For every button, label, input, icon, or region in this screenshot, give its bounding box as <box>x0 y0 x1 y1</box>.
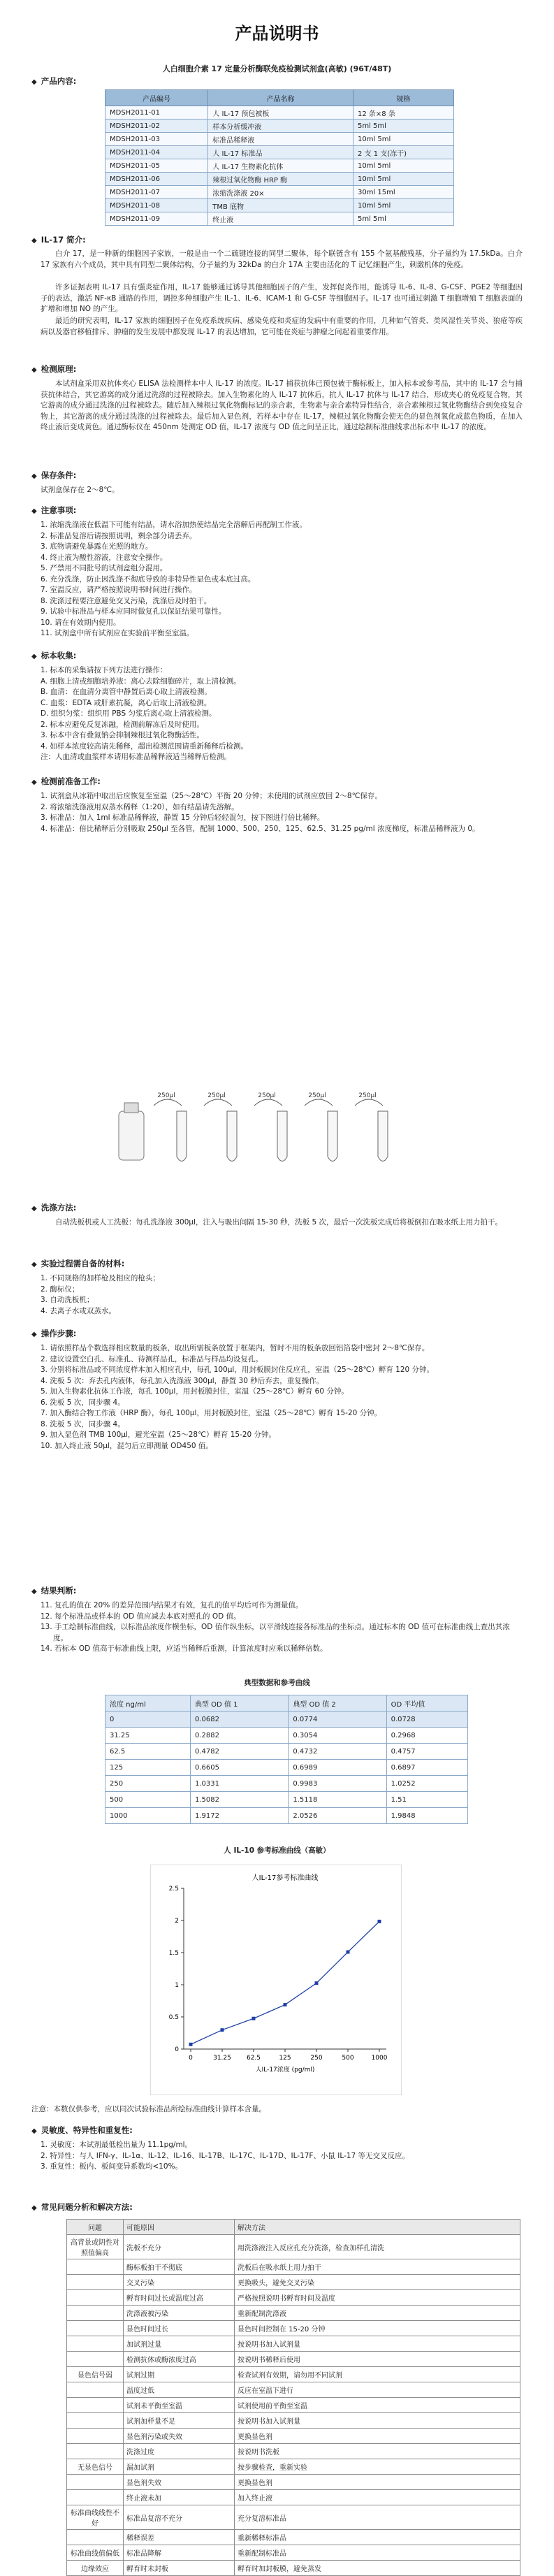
table-cell: 按说明书洗板 <box>235 2444 520 2459</box>
table-cell: MDSH2011-08 <box>105 199 208 212</box>
list-item: 1. 不同规格的加样枪及相应的枪头； <box>41 1274 160 1282</box>
table-row <box>67 2321 520 2336</box>
wash-text: 自动洗板机或人工洗板：每孔洗涤液 300μl，注入与吸出间隔 15-30 秒，洗板 5 次，最后一次洗板完成后将板倒扣在吸水纸上用力拍干。 <box>55 1218 503 1227</box>
table-cell: 辣根过氧化物酶 HRP 酶 <box>208 173 353 186</box>
header-cell: 产品名称 <box>208 90 353 106</box>
table-cell: 高背景或阴性对照值偏高 <box>67 2235 124 2259</box>
table-row <box>105 199 454 212</box>
table-row <box>67 2235 520 2259</box>
table-row <box>67 2530 520 2545</box>
transfer-volume-label: 250μl <box>258 1092 276 1099</box>
table-cell: 0.2882 <box>191 1728 289 1744</box>
table-row <box>67 2545 520 2561</box>
table-cell: 0 <box>105 1712 191 1728</box>
table-row <box>105 1728 468 1744</box>
header-cell: 问题 <box>67 2220 124 2235</box>
list-item: 4. 去离子水或双蒸水。 <box>41 1306 116 1315</box>
materials-list <box>41 1273 523 1317</box>
test-tube-icon <box>177 1111 187 1162</box>
table-cell: 孵育时加封板膜，避免蒸发 <box>235 2561 520 2576</box>
list-item: 3. 自动洗板机； <box>41 1296 94 1304</box>
table-cell: 0.4757 <box>386 1744 467 1760</box>
list-item: 2. 酶标仪； <box>41 1285 80 1294</box>
table-row <box>105 1712 468 1728</box>
data-point <box>378 1920 381 1923</box>
table-cell: 显色信号弱 <box>67 2367 124 2382</box>
x-tick-label: 250 <box>310 2055 323 2062</box>
table-row <box>67 2336 520 2352</box>
table-cell <box>67 2413 124 2429</box>
table-cell: 洗板不充分 <box>124 2235 235 2259</box>
page-title: 产品说明书 <box>235 24 319 43</box>
x-tick-label: 125 <box>279 2055 291 2062</box>
table-cell: 1.5118 <box>289 1792 386 1808</box>
table-row <box>67 2352 520 2367</box>
table-row <box>105 186 454 199</box>
test-tube-icon <box>328 1111 337 1162</box>
section-intro: ◆ IL-17 简介: <box>31 234 86 245</box>
table-cell: 温度过低 <box>124 2382 235 2398</box>
table-cell: 1.9848 <box>386 1808 467 1824</box>
table-cell: 0.6605 <box>191 1760 289 1776</box>
list-item: 11. 复孔的值在 20% 的差异范围内结果才有效，复孔的值平均后可作为测量值。 <box>41 1601 303 1609</box>
table-row <box>67 2429 520 2444</box>
table-row <box>105 1792 468 1808</box>
table-cell: 10ml 5ml <box>353 133 454 146</box>
list-item: 10. 加入终止液 50μl，混匀后立即测量 OD450 值。 <box>41 1441 213 1450</box>
y-tick-label: 0.5 <box>168 2014 179 2021</box>
table-cell: 0.3054 <box>289 1728 386 1744</box>
table-row <box>105 1744 468 1760</box>
table-cell: 按说明书稀释后使用 <box>235 2352 520 2367</box>
data-point <box>347 1951 350 1954</box>
table-cell: 人 IL-17 生物素化抗体 <box>208 159 353 173</box>
table-cell: 更换吸头，避免交叉污染 <box>235 2275 520 2290</box>
table-cell: MDSH2011-09 <box>105 212 208 226</box>
table-cell: 人 IL-17 标准品 <box>208 146 353 159</box>
table-cell: 5ml 5ml <box>353 120 454 133</box>
section-wash: ◆ 洗涤方法: <box>31 1202 76 1213</box>
table-row <box>67 2459 520 2475</box>
table-row <box>105 173 454 186</box>
list-item: 7. 加入酶结合物工作液（HRP 酶），每孔 100μl，用封板膜封住，室温（25～28℃）孵育 15-20 分钟。 <box>41 1409 382 1417</box>
table-cell: 2.0526 <box>289 1808 386 1824</box>
transfer-arrow-icon <box>154 1099 182 1106</box>
table-cell: 洗涤液被污染 <box>124 2306 235 2321</box>
x-tick-label: 0 <box>189 2055 193 2062</box>
table-row <box>67 2367 520 2382</box>
transfer-volume-label: 250μl <box>308 1092 326 1099</box>
table-cell: 孵育时未封板 <box>124 2561 235 2576</box>
table-cell: MDSH2011-05 <box>105 159 208 173</box>
sensitivity-list <box>41 2140 523 2173</box>
table-cell: 31.25 <box>105 1728 191 1744</box>
table-cell <box>67 2444 124 2459</box>
table-cell: 1.0331 <box>191 1776 289 1792</box>
table-cell: 10ml 5ml <box>353 159 454 173</box>
y-tick-label: 2.5 <box>168 1886 179 1893</box>
x-tick-label: 500 <box>342 2055 354 2062</box>
table-row <box>67 2275 520 2290</box>
list-item: B. 血清：在血清分离管中静置后离心取上清液检测。 <box>41 688 212 696</box>
data-point <box>189 2043 193 2046</box>
table-cell: 加入终止液 <box>235 2490 520 2505</box>
list-item: 注：人血清或血浆样本请用标准品稀释液适当稀释后检测。 <box>41 753 231 761</box>
table-cell: 按步骤检查，重新实验 <box>235 2459 520 2475</box>
list-item: 9. 加入显色剂 TMB 100μl，避光室温（25～28℃）孵育 15-20 分钟。 <box>41 1431 277 1439</box>
list-item: 6. 洗板 5 次，同步骤 4。 <box>41 1398 125 1407</box>
section-storage: ◆ 保存条件: <box>31 470 76 481</box>
intro-para: 许多证据表明 IL-17 具有强炎症作用，IL-17 能够通过诱导其他细胞因子的产生，发挥促炎作用，能诱导 IL-6、IL-8、G-CSF、PGE2 等细胞因子的表达，激活 NF-κB 通路的作用，调控多种细胞产生 IL-1、IL-6、ICAM-1 和 G-CSF 等细胞因子。IL-17 也可通过刺激 T 细胞增殖 T 细胞表面的扩增和增加 NO 的产生。 <box>41 283 523 313</box>
table-cell: 1.5082 <box>191 1792 289 1808</box>
table-cell: 5ml 5ml <box>353 212 454 226</box>
table-row <box>105 1808 468 1824</box>
list-item: 3. 底物请避免暴露在光照的地方。 <box>41 542 153 551</box>
table-cell: 显色剂污染或失效 <box>124 2429 235 2444</box>
table-cell: 试剂未平衡至室温 <box>124 2398 235 2413</box>
transfer-arrow-icon <box>254 1099 282 1106</box>
list-item: 2. 特异性：与人 IFN-γ、IL-1α、IL-12、IL-16、IL-17B、IL-17C、IL-17D、IL-17F、小鼠 IL-17 等无交叉反应。 <box>41 2151 410 2160</box>
chart-frame <box>150 1865 402 2095</box>
table-cell: 重新配制标准品 <box>235 2545 520 2561</box>
list-item: 5. 加入生物素化抗体工作液，每孔 100μl，用封板膜封住，室温（25～28℃）孵育 60 分钟。 <box>41 1387 349 1396</box>
dilution-tube <box>305 1092 337 1162</box>
table-cell: 标准曲线线性不好 <box>67 2505 124 2530</box>
list-item: 1. 灵敏度：本试剂最低检出量为 11.1pg/ml。 <box>41 2141 193 2149</box>
list-item: 1. 试剂盒从冰箱中取出后应恢复至室温（25～28℃）平衡 20 分钟；未使用的试剂应放回 2～8℃保存。 <box>41 792 382 800</box>
chart-svg <box>150 1865 402 2095</box>
section-faq: ◆ 常见问题分析和解决方法: <box>31 2201 133 2213</box>
table-cell <box>67 2490 124 2505</box>
table-cell: 酶标板拍干不彻底 <box>124 2259 235 2275</box>
header-cell: 典型 OD 值 1 <box>191 1695 289 1712</box>
intro-para: 白介 17，是一种新的细胞因子家族，一般是由一个二硫键连接的同型二聚体，每个联链含有 155 个氨基酸残基，分子量约为 17.5kDa。白介 17 家族有六个成员，其中具有同型二聚体结构，分子量约为 32kDa 的白介 17A 主要由活化的 T 记忆细胞产生，刺激机体的免疫。 <box>41 249 523 269</box>
table-cell: MDSH2011-06 <box>105 173 208 186</box>
table-row <box>67 2259 520 2275</box>
data-point <box>221 2028 224 2032</box>
table-cell <box>67 2336 124 2352</box>
table-cell: 0.2968 <box>386 1728 467 1744</box>
header-cell: 可能原因 <box>124 2220 235 2235</box>
table-cell: 显色时间过长 <box>124 2321 235 2336</box>
table-row <box>67 2382 520 2398</box>
y-tick-label: 1.5 <box>168 1950 179 1957</box>
result-list <box>41 1600 523 1655</box>
std-table-caption: 典型数据和参考曲线 <box>244 1679 310 1687</box>
table-cell: 0.6989 <box>289 1760 386 1776</box>
table-cell: 按说明书加入试剂量 <box>235 2336 520 2352</box>
section-result: ◆ 结果判断: <box>31 1585 76 1596</box>
table-cell: 试剂过期 <box>124 2367 235 2382</box>
list-item: 13. 手工绘制标准曲线，以标准品浓度作横坐标，OD 值作纵坐标，以平滑线连接各标准品的坐标点。通过标本的 OD 值可在标准曲线上查出其浓度。 <box>41 1623 510 1642</box>
list-item: 9. 试验中标准品与样本应同时做复孔以保证结果可靠性。 <box>41 607 226 616</box>
table-row <box>105 146 454 159</box>
table-cell <box>67 2429 124 2444</box>
table-row <box>67 2444 520 2459</box>
table-cell <box>67 2352 124 2367</box>
list-item: D. 组织匀浆：组织用 PBS 匀浆后离心取上清液检测。 <box>41 709 217 718</box>
table-cell: 反应在室温下进行 <box>235 2382 520 2398</box>
section-notice: ◆ 注意事项: <box>31 505 76 516</box>
table-cell: 浓缩洗涤液 20× <box>208 186 353 199</box>
dilution-tube <box>355 1092 388 1162</box>
table-cell: 0.6897 <box>386 1760 467 1776</box>
table-row <box>67 2490 520 2505</box>
table-cell: 62.5 <box>105 1744 191 1760</box>
product-subtitle: 人白细胞介素 17 定量分析酶联免疫检测试剂盒(高敏) (96T/48T) <box>162 64 392 73</box>
list-item: 4. 终止液为酸性溶液，注意安全操作。 <box>41 553 168 562</box>
table-cell: 无显色信号 <box>67 2459 124 2475</box>
list-item: A. 细胞上清或细胞培养液：离心去除细胞碎片，取上清检测。 <box>41 676 241 686</box>
principle-para: 本试剂盒采用双抗体夹心 ELISA 法检测样本中人 IL-17 的浓度。IL-17 捕获抗体已预包被于酶标板上，加入标本或参考品，其中的 IL-17 会与捕获抗体结合，其它游离的成分通过洗涤的过程被除去。加入生物素化的人 IL-17 抗体后，抗人 IL-17 抗体与 IL-17 结合，形成夹心的免疫复合物，其它游离的成分通过洗涤的过程被除去。随后加入辣根过氧化物酶标记的亲合素，生物素与亲合素特异性结合，亲合素辣根过氧化物酶结合到免疫复合物上，其它游离的成分通过洗涤的过程被除去。最后加入显色剂，若样本中存在 IL-17，辣根过氧化物酶会使无色的显色剂氧化成蓝色物质，在加入终止液后变成黄色。通过酶标仪在 450nm 处测定 OD 值，IL-17 浓度与 OD 值之间呈正比，通过绘制标准曲线求出标本中 IL-17 的浓度。 <box>41 379 523 431</box>
table-cell: 试剂使用前平衡至室温 <box>235 2398 520 2413</box>
table-row <box>105 133 454 146</box>
table-cell: 孵育时间过长或温度过高 <box>124 2290 235 2306</box>
data-point <box>315 1981 319 1985</box>
data-point <box>252 2017 256 2020</box>
section-materials: ◆ 实验过程需自备的材料: <box>31 1258 124 1269</box>
standard-data-table <box>105 1695 468 1824</box>
table-row <box>105 106 454 120</box>
table-cell: 1000 <box>105 1808 191 1824</box>
table-row <box>105 120 454 133</box>
list-item: 3. 重复性：板内、板间变异系数均<10%。 <box>41 2162 182 2171</box>
table-cell: MDSH2011-04 <box>105 146 208 159</box>
table-row <box>67 2398 520 2413</box>
table-cell: 检查试剂有效期，请勿用不同试剂 <box>235 2367 520 2382</box>
table-row <box>67 2413 520 2429</box>
table-cell: 0.0682 <box>191 1712 289 1728</box>
test-tube-icon <box>277 1111 287 1162</box>
list-item: 7. 室温反应，请严格按照说明书时间进行操作。 <box>41 586 197 594</box>
section-prep: ◆ 检测前准备工作: <box>31 776 101 787</box>
list-item: 8. 洗板 5 次，同步骤 4。 <box>41 1419 125 1428</box>
table-header-row <box>105 90 454 106</box>
table-cell: 按说明书加入试剂量 <box>235 2413 520 2429</box>
table-cell: 严格按照说明书孵育时间及温度 <box>235 2290 520 2306</box>
test-tube-icon <box>227 1111 237 1162</box>
table-cell: 边缘效应 <box>67 2561 124 2576</box>
table-cell: 250 <box>105 1776 191 1792</box>
test-tube-icon <box>378 1111 388 1162</box>
table-cell: 标准曲线值偏低 <box>67 2545 124 2561</box>
header-cell: 解决方法 <box>235 2220 520 2235</box>
table-cell: 充分复溶标准品 <box>235 2505 520 2530</box>
list-item: 12. 每个标准品或样本的 OD 值应减去本底对照孔的 OD 值。 <box>41 1612 241 1621</box>
table-cell: 10ml 5ml <box>353 199 454 212</box>
table-cell: 0.0774 <box>289 1712 386 1728</box>
table-cell <box>67 2398 124 2413</box>
header-cell: 浓度 ng/ml <box>105 1695 191 1712</box>
table-row <box>67 2290 520 2306</box>
transfer-volume-label: 250μl <box>358 1092 377 1099</box>
faq-table <box>66 2219 520 2576</box>
table-cell: 12 条×8 条 <box>353 106 454 120</box>
table-cell: 更换显色剂 <box>235 2475 520 2490</box>
x-tick-label: 62.5 <box>246 2055 261 2062</box>
table-cell: 试剂加样量不足 <box>124 2413 235 2429</box>
list-item: 5. 严禁用不同批号的试剂盒组分混用。 <box>41 564 168 572</box>
table-cell <box>67 2530 124 2545</box>
x-tick-label: 1000 <box>371 2055 388 2062</box>
header-cell: 产品编号 <box>105 90 208 106</box>
table-cell: 重新稀释标准品 <box>235 2530 520 2545</box>
table-cell: 终止液 <box>208 212 353 226</box>
list-item: 1. 标本的采集请按下列方法进行操作： <box>41 666 168 674</box>
dilution-tube <box>254 1092 287 1162</box>
list-item: 4. 如样本浓度较高请先稀释，超出检测范围请重新稀释后检测。 <box>41 741 248 751</box>
table-cell: 30ml 15ml <box>353 186 454 199</box>
table-cell: MDSH2011-03 <box>105 133 208 146</box>
table-cell: 稀释误差 <box>124 2530 235 2545</box>
table-cell <box>67 2290 124 2306</box>
table-cell <box>67 2275 124 2290</box>
table-cell <box>67 2475 124 2490</box>
list-item: 10. 请在有效期内使用。 <box>41 618 121 627</box>
list-item: 3. 标准品：加入 1ml 标准品稀释液，静置 15 分钟后轻轻混匀，按下图进行倍比稀释。 <box>41 813 325 822</box>
table-cell: 交叉污染 <box>124 2275 235 2290</box>
list-item: 1. 浓缩洗涤液在低温下可能有结晶，请水浴加热使结晶完全溶解后再配制工作液。 <box>41 521 307 529</box>
transfer-arrow-icon <box>355 1099 383 1106</box>
table-row <box>67 2561 520 2576</box>
list-item: 3. 分别将标准品或不同浓度样本加入相应孔中，每孔 100μl，用封板膜封住反应孔，室温（25～28℃）孵育 120 分钟。 <box>41 1366 435 1374</box>
transfer-volume-label: 250μl <box>157 1092 175 1099</box>
table-cell: MDSH2011-02 <box>105 120 208 133</box>
dilution-tube <box>204 1092 237 1162</box>
data-point <box>284 2003 287 2006</box>
transfer-volume-label: 250μl <box>207 1092 226 1099</box>
table-cell: 终止液未加 <box>124 2490 235 2505</box>
chart-caption: 人 IL-10 参考标准曲线（高敏） <box>224 1846 330 1855</box>
section-sensitivity: ◆ 灵敏度、特异性和重复性: <box>31 2125 133 2136</box>
prep-list <box>41 791 523 834</box>
list-item: 11. 试剂盒中所有试剂应在实验前平衡至室温。 <box>41 629 194 637</box>
chart-title: 人IL-17参考标准曲线 <box>252 1874 319 1882</box>
table-cell: 2 支 1 支(冻干) <box>353 146 454 159</box>
storage-text: 试剂盒保存在 2～8℃。 <box>41 486 119 494</box>
section-principle: ◆ 检测原理: <box>31 363 76 375</box>
table-cell: 显色时间控制在 15-20 分钟 <box>235 2321 520 2336</box>
table-cell: 重新配制洗涤液 <box>235 2306 520 2321</box>
table-row <box>67 2306 520 2321</box>
list-item: C. 血浆：EDTA 或肝素抗凝，离心后取上清液检测。 <box>41 698 212 707</box>
stock-bottle-icon <box>119 1103 144 1160</box>
table-cell: 人 IL-17 预包被板 <box>208 106 353 120</box>
table-cell: 样本分析缓冲液 <box>208 120 353 133</box>
table-cell: 0.0728 <box>386 1712 467 1728</box>
table-cell: 显色剂失效 <box>124 2475 235 2490</box>
list-item: 8. 洗涤过程要注意避免交叉污染，洗涤后及时拍干。 <box>41 596 212 605</box>
table-cell: 标准品降解 <box>124 2545 235 2561</box>
table-cell: 洗涤过度 <box>124 2444 235 2459</box>
list-item: 3. 标本中含有叠氮钠会抑制辣根过氧化物酶活性。 <box>41 731 204 739</box>
table-row <box>67 2505 520 2530</box>
table-cell: MDSH2011-07 <box>105 186 208 199</box>
intro-para: 最近的研究表明，IL-17 家族的细胞因子在免疫系统疾病、感染免疫和炎症的发病中有重要的作用，几种如气管炎、类风湿性关节炎、狼疮等疾病以及器官移植排斥、肿瘤的发生发展中都发现 IL-17 的表达增加，它可能在炎症与肿瘤之间起着重要作用。 <box>41 317 523 336</box>
list-item: 4. 标准品：倍比稀释后分别吸取 250μl 至各管，配制 1000、500、250、125、62.5、31.25 pg/ml 浓度梯度，标准品稀释液为 0。 <box>41 824 480 833</box>
table-cell <box>67 2321 124 2336</box>
list-item: 2. 建议设置空白孔、标准孔、待测样品孔，标准品与样品均设复孔。 <box>41 1354 263 1363</box>
list-item: 1. 请依照样品个数选择相应数量的板条，取出所需板条放置于框架内，暂时不用的板条放回铝箔袋中密封 2～8℃保存。 <box>41 1344 430 1352</box>
list-item: 2. 将浓缩洗涤液用双蒸水稀释（1:20），如有结晶请先溶解。 <box>41 802 239 811</box>
dilution-diagram <box>105 1090 440 1174</box>
list-item: 2. 标准品复溶后请按照说明，剩余部分请丢弃。 <box>41 531 197 540</box>
table-cell: 0.4782 <box>191 1744 289 1760</box>
table-row <box>67 2475 520 2490</box>
section-steps: ◆ 操作步骤: <box>31 1328 76 1339</box>
table-cell <box>67 2382 124 2398</box>
table-cell: TMB 底物 <box>208 199 353 212</box>
table-cell: 标准品复溶不充分 <box>124 2505 235 2530</box>
list-item: 6. 充分洗涤，防止因洗涤不彻底导致的非特异性显色或本底过高。 <box>41 574 256 584</box>
dilution-tube <box>154 1092 187 1162</box>
table-cell: 更换显色剂 <box>235 2429 520 2444</box>
table-cell: 0.9983 <box>289 1776 386 1792</box>
y-tick-label: 2 <box>175 1918 179 1925</box>
list-item: 2. 标本应避免反复冻融，检测前解冻后及时使用。 <box>41 720 204 729</box>
table-cell: 标准品稀释液 <box>208 133 353 146</box>
header-cell: OD 平均值 <box>386 1695 467 1712</box>
table-cell: 1.0252 <box>386 1776 467 1792</box>
table-header-row <box>67 2220 520 2235</box>
table-cell: 洗板后在吸水纸上用力拍干 <box>235 2259 520 2275</box>
table-cell: 漏加试剂 <box>124 2459 235 2475</box>
notice-list <box>41 520 523 639</box>
table-row <box>105 1776 468 1792</box>
header-cell: 典型 OD 值 2 <box>289 1695 386 1712</box>
sample-list <box>41 665 523 763</box>
table-cell: 1.51 <box>386 1792 467 1808</box>
table-cell <box>67 2259 124 2275</box>
header-cell: 规格 <box>353 90 454 106</box>
chart-note: 注意：本数仅供参考，应以同次试验标准品所绘标准曲线计算样本含量。 <box>31 2105 266 2113</box>
standard-curve-chart <box>150 1865 402 2095</box>
y-tick-label: 0 <box>175 2046 179 2053</box>
table-row <box>105 159 454 173</box>
table-cell: 1.9172 <box>191 1808 289 1824</box>
table-cell <box>67 2306 124 2321</box>
table-cell: 125 <box>105 1760 191 1776</box>
y-tick-label: 1 <box>175 1982 179 1989</box>
list-item: 14. 若标本 OD 值高于标准曲线上限，应适当稀释后重测，计算浓度时应乘以稀释倍数。 <box>41 1644 328 1653</box>
table-header-row <box>105 1695 468 1712</box>
table-cell: 加试剂过量 <box>124 2336 235 2352</box>
table-cell: 500 <box>105 1792 191 1808</box>
table-cell: 用洗涤液注入反应孔充分洗涤，检查加样孔清洗 <box>235 2235 520 2259</box>
x-axis-label: 人IL-17浓度 (pg/ml) <box>255 2067 315 2074</box>
contents-table <box>105 89 454 226</box>
list-item: 4. 洗板 5 次：弃去孔内液体，每孔加入洗涤液 300μl，静置 30 秒后弃去，重复操作。 <box>41 1376 324 1385</box>
section-sample: ◆ 标本收集: <box>31 650 76 661</box>
table-cell: MDSH2011-01 <box>105 106 208 120</box>
transfer-arrow-icon <box>305 1099 333 1106</box>
steps-list <box>41 1343 523 1452</box>
table-row <box>105 212 454 226</box>
transfer-arrow-icon <box>204 1099 232 1106</box>
table-cell: 检测抗体或酶浓度过高 <box>124 2352 235 2367</box>
x-tick-label: 31.25 <box>213 2055 231 2062</box>
table-cell: 10ml 5ml <box>353 173 454 186</box>
table-cell: 0.4732 <box>289 1744 386 1760</box>
table-row <box>105 1760 468 1776</box>
section-contents: ◆ 产品内容: <box>31 75 76 87</box>
